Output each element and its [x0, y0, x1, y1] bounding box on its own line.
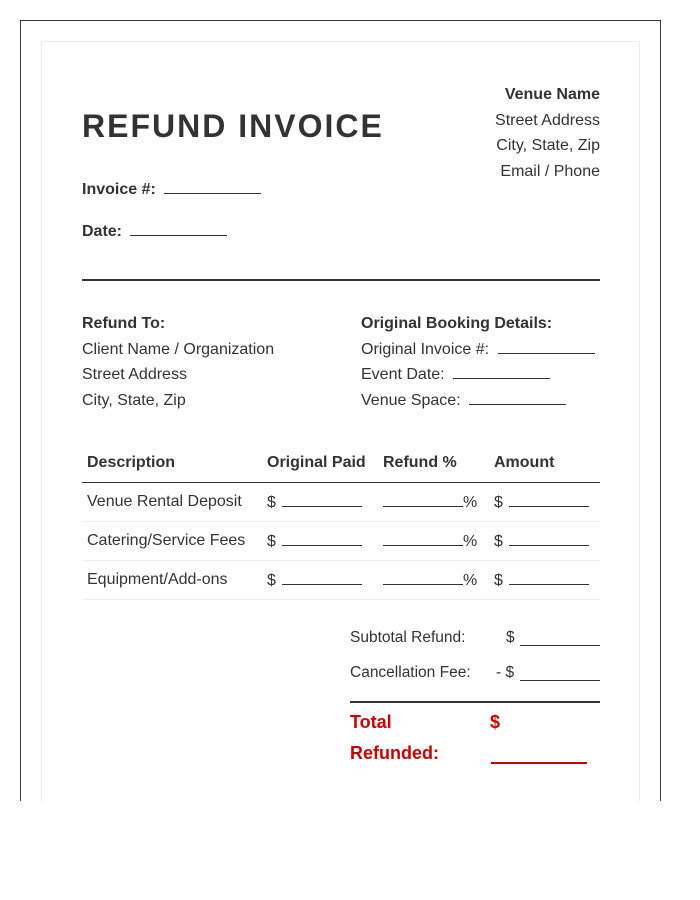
currency-symbol: $: [494, 494, 503, 511]
row-amount: [489, 483, 600, 522]
row-refund-percent: [378, 561, 489, 600]
date-blank[interactable]: [130, 221, 227, 236]
original-paid-blank[interactable]: [282, 531, 362, 546]
refund-percent-blank[interactable]: [383, 492, 463, 507]
refund-to-block: [82, 311, 274, 413]
header-divider: [82, 279, 600, 281]
refund-to-heading: Refund To:: [82, 315, 166, 332]
column-header-amount: Amount: [489, 443, 600, 483]
venue-city: City, State, Zip: [496, 137, 600, 154]
table-header-row: [82, 443, 600, 483]
refund-percent-blank[interactable]: [383, 531, 463, 546]
booking-invoice-label: Original Invoice #:: [361, 340, 490, 358]
table-row: [82, 522, 600, 561]
row-amount: [489, 522, 600, 561]
currency-symbol: $: [267, 572, 276, 589]
subtotal-blank[interactable]: [520, 631, 600, 646]
row-amount: [489, 561, 600, 600]
amount-blank[interactable]: [509, 492, 589, 507]
row-original-paid: [262, 522, 378, 561]
total-blank[interactable]: [491, 748, 587, 764]
summary-divider: [350, 701, 600, 703]
cancellation-fee-label: Cancellation Fee:: [350, 664, 471, 681]
refund-items-table: [82, 443, 600, 600]
percent-symbol: %: [463, 572, 478, 589]
venue-contact: Email / Phone: [500, 162, 600, 180]
booking-venue-space-blank[interactable]: [469, 390, 566, 405]
row-description: Catering/Service Fees: [82, 522, 262, 561]
invoice-number-blank[interactable]: [164, 179, 261, 194]
date-label: Date:: [82, 223, 123, 240]
refund-percent-blank[interactable]: [383, 570, 463, 585]
column-header-refund-percent: Refund %: [378, 443, 489, 483]
booking-event-date-row: [361, 362, 595, 388]
row-description: Equipment/Add-ons: [82, 561, 262, 600]
row-original-paid: [262, 561, 378, 600]
date-field: [82, 221, 227, 241]
original-paid-blank[interactable]: [282, 492, 362, 507]
venue-name: Venue Name: [504, 86, 600, 103]
refund-to-client: Client Name / Organization: [82, 340, 275, 358]
booking-venue-space-row: [361, 388, 595, 414]
invoice-number-field: [82, 179, 261, 199]
amount-blank[interactable]: [509, 570, 589, 585]
booking-details-block: [361, 311, 595, 413]
invoice-title: REFUND INVOICE: [82, 108, 384, 144]
cancellation-fee-currency: - $: [496, 664, 515, 681]
refund-to-street: Street Address: [82, 366, 187, 383]
subtotal-currency: $: [506, 629, 515, 646]
venue-info: [495, 82, 600, 184]
row-refund-percent: [378, 483, 489, 522]
column-header-description: Description: [82, 443, 262, 483]
percent-symbol: %: [463, 533, 478, 550]
refund-to-city: City, State, Zip: [82, 391, 186, 409]
booking-venue-space-label: Venue Space:: [361, 391, 461, 409]
row-original-paid: [262, 483, 378, 522]
percent-symbol: %: [463, 494, 478, 511]
row-refund-percent: [378, 522, 489, 561]
table-row: [82, 561, 600, 600]
currency-symbol: $: [494, 572, 503, 589]
booking-invoice-blank[interactable]: [498, 339, 595, 354]
amount-blank[interactable]: [509, 531, 589, 546]
total-label-line2: Refunded:: [350, 743, 439, 763]
column-header-original-paid: Original Paid: [262, 443, 378, 483]
booking-event-date-label: Event Date:: [361, 366, 445, 383]
venue-street: Street Address: [495, 111, 600, 129]
total-currency: $: [490, 712, 501, 732]
cancellation-fee-blank[interactable]: [520, 666, 600, 681]
booking-event-date-blank[interactable]: [453, 364, 550, 379]
currency-symbol: $: [267, 533, 276, 550]
currency-symbol: $: [494, 533, 503, 550]
invoice-number-label: Invoice #:: [82, 181, 156, 198]
subtotal-label: Subtotal Refund:: [350, 629, 466, 646]
original-paid-blank[interactable]: [282, 570, 362, 585]
row-description: Venue Rental Deposit: [82, 483, 262, 522]
booking-invoice-row: [361, 337, 595, 363]
currency-symbol: $: [267, 494, 276, 511]
total-label-line1: Total: [350, 712, 392, 732]
booking-heading: Original Booking Details:: [361, 315, 553, 332]
table-row: [82, 483, 600, 522]
